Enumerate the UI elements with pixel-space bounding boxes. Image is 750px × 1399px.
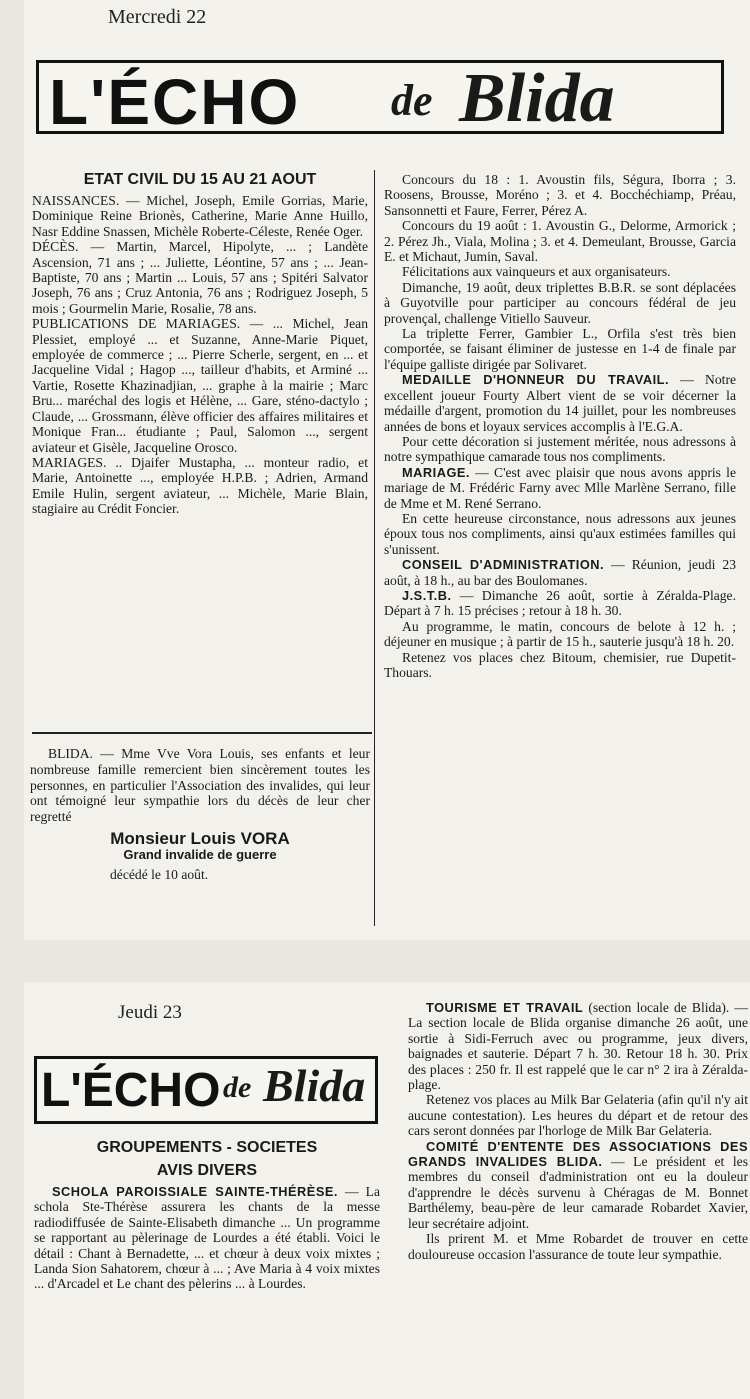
paragraph-rubric: MARIAGE.	[402, 464, 470, 480]
masthead-de: de	[223, 1071, 252, 1104]
paragraph-rubric: CONSEIL D'ADMINISTRATION.	[402, 557, 605, 573]
issue2-left-column	[34, 1138, 380, 1394]
paragraph-text: MARIAGES. .. Djaifer Mustapha, ... monteur radio, et Marie, Antoinette ..., employée H.P.B. ; Adrien, Armand Emile Hulin, sergent aviateur, ... Michèle, Marie Blain, stagiaire au Crédit Foncier.	[32, 454, 368, 517]
issue1-left-column	[32, 170, 368, 726]
paragraph-text: En cette heureuse circonstance, nous adressons aux jeunes époux tous nos compliments, ainsi qu'aux estimées familles qui s'unissent.	[384, 510, 736, 557]
paragraph	[384, 326, 736, 372]
death-notice-date: décédé le 10 août.	[110, 866, 209, 882]
paragraph	[32, 455, 368, 517]
paragraph-text: — Dimanche 26 août, sortie à Zéralda-Plage. Départ à 7 h. 15 précises ; retour à 18 h. 30.	[384, 587, 736, 619]
death-notice-title: Grand invalide de guerre	[123, 846, 277, 862]
paragraph	[384, 588, 736, 619]
paragraph-text: — Notre excellent joueur Fourty Albert vient de se voir décerner la médaille d'argent, promotion du 14 juillet, pour les nombreuses années de bons et loyaux services accomplis à l'E.G.A.	[384, 372, 736, 434]
issue2-right-column	[408, 1000, 748, 1394]
paragraph	[384, 434, 736, 465]
paragraph	[32, 316, 368, 455]
paragraph	[384, 172, 736, 218]
paragraph	[384, 650, 736, 681]
paragraph	[34, 1184, 380, 1292]
masthead-blida: Blida	[459, 60, 615, 134]
paragraph	[384, 280, 736, 326]
paragraph	[384, 372, 736, 434]
column-rule	[374, 170, 375, 926]
paragraph-rubric: MEDAILLE D'HONNEUR DU TRAVAIL.	[402, 372, 670, 388]
paragraph-text: Au programme, le matin, concours de belote à 12 h. ; déjeuner en musique ; à partir de 15 h., sauterie jusqu'à 18 h. 20.	[384, 618, 736, 650]
masthead-blida: Blida	[263, 1060, 366, 1111]
paragraph-text: — C'est avec plaisir que nous avons appris le mariage de M. Frédéric Farny avec Mlle Marlène Serrano, fille de Mme et M. René Serrano.	[384, 464, 736, 511]
issue1-date: Mercredi 22	[108, 6, 207, 28]
paragraph	[32, 193, 368, 239]
paragraph-text: Concours du 19 août : 1. Avoustin G., Delorme, Armorick ; 2. Pérez Jh., Viala, Molina ; 3. et 4. Demeulant, Brousse, Garcia E. et Michaut, Jumin, Saval.	[384, 218, 736, 265]
masthead-de: de	[391, 76, 433, 125]
paragraph-rubric: SCHOLA PAROISSIALE SAINTE-THÉRÈSE.	[52, 1184, 338, 1199]
paragraph	[384, 218, 736, 264]
paragraph-text: Retenez vos places au Milk Bar Gelateria (afin qu'il n'y ait aucune contestation). Les heures du départ et de retour des cars seront données par l'horloge de Milk Bar Gelateria.	[408, 1092, 748, 1139]
paragraph	[384, 511, 736, 557]
paragraph-text: Dimanche, 19 août, deux triplettes B.B.R. se sont déplacées à Guyotville pour participer au concours fédéral de jeu provençal, challenge Vitiello Sauveur.	[384, 279, 736, 326]
paragraph	[384, 465, 736, 511]
paragraph-text: Ils prirent M. et Mme Robardet de trouver en cette douloureuse occasion l'assurance de toute leur sympathie.	[408, 1231, 748, 1262]
issue2-masthead	[34, 1056, 378, 1124]
paragraph	[408, 1139, 748, 1231]
paragraph-text: Concours du 18 : 1. Avoustin fils, Ségura, Iborra ; 3. Roosens, Brousse, Moréno ; 3. et 4. Bocchéchiamp, Préau, Sansonnetti et Faure, Ferrer, Pérez A.	[384, 172, 736, 218]
paragraph-rubric: COMITÉ D'ENTENTE DES ASSOCIATIONS DES GRANDS INVALIDES BLIDA.	[408, 1138, 748, 1170]
paragraph-text: NAISSANCES. — Michel, Joseph, Emile Gorrias, Marie, Dominique Reine Brionès, Catherine, Marie Anne Huillo, Nasr Eddine Snassen, Michèle Roberte-Céleste, Renée Oger.	[32, 193, 368, 239]
paragraph-text: Retenez vos places chez Bitoum, chemisier, rue Dupetit-Thouars.	[384, 649, 736, 680]
paragraph	[384, 264, 736, 279]
paragraph-text: DÉCÈS. — Martin, Marcel, Hipolyte, ... ; Landète Ascension, 71 ans ; ... Juliette, Léontine, 57 ans ; ... Jean-Baptiste, 70 ans ; Martin ... Louis, 57 ans ; Spitéri Salvator Joseph, 76 ans ; Cruz Antonia, 76 ans ; Rodriguez Joseph, 5 mois ; Gourmelin Marie, Rosalie, 78 ans.	[32, 239, 368, 316]
paragraph-text: — Le président et les membres du conseil d'administration ont eu la douleur d'apprendre le décès survenu à Chéragas de M. Bonnet Barthélemy, beau-père de leur camarade Robardet Xavier, leur secrétaire adjoint.	[408, 1154, 748, 1231]
paragraph-text: (section locale de Blida). — La section locale de Blida organise dimanche 26 août, une sortie à Sidi-Ferruch avec ou programme, jeux divers, baignades et sauterie. Départ 7 h. 30. Retour 18 h. 30. Prix des places : 250 fr. Il est rappelé que le car n° 2 ira à Zéralda-plage.	[408, 1000, 748, 1093]
paragraph	[408, 1092, 748, 1138]
paragraph-text: — La schola Ste-Thérèse assurera les chants de la messe radiodiffusée de Sainte-Elisabeth dimanche ... Un programme se rapportant au pèlerinage de Lourdes a été établi. Voici le détail : Chant à Bernadette, ... et chœur à deux voix mixtes ; Landa Sion Sahatorem, chœur à ... ; Ave Maria à 4 voix mixtes ... d'Arcadel et Le chant des pèlerins ... à Lourdes.	[34, 1184, 380, 1292]
paragraph-text: — Réunion, jeudi 23 août, à 18 h., au bar des Boulomanes.	[384, 557, 736, 588]
death-notice-name: Monsieur Louis VORA	[110, 828, 290, 848]
issue1-masthead	[36, 60, 724, 134]
paragraph	[384, 619, 736, 650]
section-heading: GROUPEMENTS - SOCIETES	[96, 1139, 318, 1156]
issue2-date: Jeudi 23	[118, 1002, 182, 1023]
paragraph-rubric: J.S.T.B.	[402, 587, 452, 603]
section-heading: AVIS DIVERS	[156, 1162, 258, 1179]
paragraph-text: PUBLICATIONS DE MARIAGES. — ... Michel, Jean Plessiet, employé ... et Suzanne, Anne-Marie Piquet, employée de commerce ; ... Pierre Scherle, sergent, en ... et Jacqueline Vidal ; Hagop ..., tailleur d'habits, et Arminé ... Vartie, Rosette Khazinadjian, ... graphe à la mairie ; Marc Bru... maréchal des logis et Hélène, ... Gare, sténo-dactylo ; Claude, ... Grossmann, élève officier des affaires militaires et Monique Fran... étudiante ; Paul, Salomon ..., sergent aviateur et Gisèle, Jacqueline Orosco.	[32, 316, 368, 455]
death-notice-body: BLIDA. — Mme Vve Vora Louis, ses enfants et leur nombreuse famille remercient bien sincèrement toutes les personnes, en particulier l'Association des invalides, qui leur ont témoigné leur sympathie lors du décès de leur cher regretté	[30, 746, 370, 825]
section-heading: ETAT CIVIL DU 15 AU 21 AOUT	[83, 171, 317, 188]
section-rule	[32, 732, 372, 734]
paragraph	[384, 557, 736, 588]
paragraph	[408, 1231, 748, 1262]
paragraph-text: Félicitations aux vainqueurs et aux organisateurs.	[402, 264, 671, 280]
paragraph-text: La triplette Ferrer, Gambier L., Orfila s'est très bien comportée, se faisant éliminer de justesse en 1-4 de finale par l'équipe galliste dirigée par Solivaret.	[384, 326, 736, 372]
paragraph-text: Pour cette décoration si justement méritée, nous adressons à notre sympathique camarade tous nos compliments.	[384, 433, 736, 465]
masthead-echo: L'ÉCHO	[41, 1064, 221, 1117]
paragraph-rubric: TOURISME ET TRAVAIL	[426, 1000, 584, 1015]
paragraph	[408, 1000, 748, 1092]
issue1-right-column	[384, 172, 736, 924]
paragraph	[32, 239, 368, 316]
death-notice	[30, 746, 370, 926]
masthead-echo: L'ÉCHO	[49, 66, 301, 134]
